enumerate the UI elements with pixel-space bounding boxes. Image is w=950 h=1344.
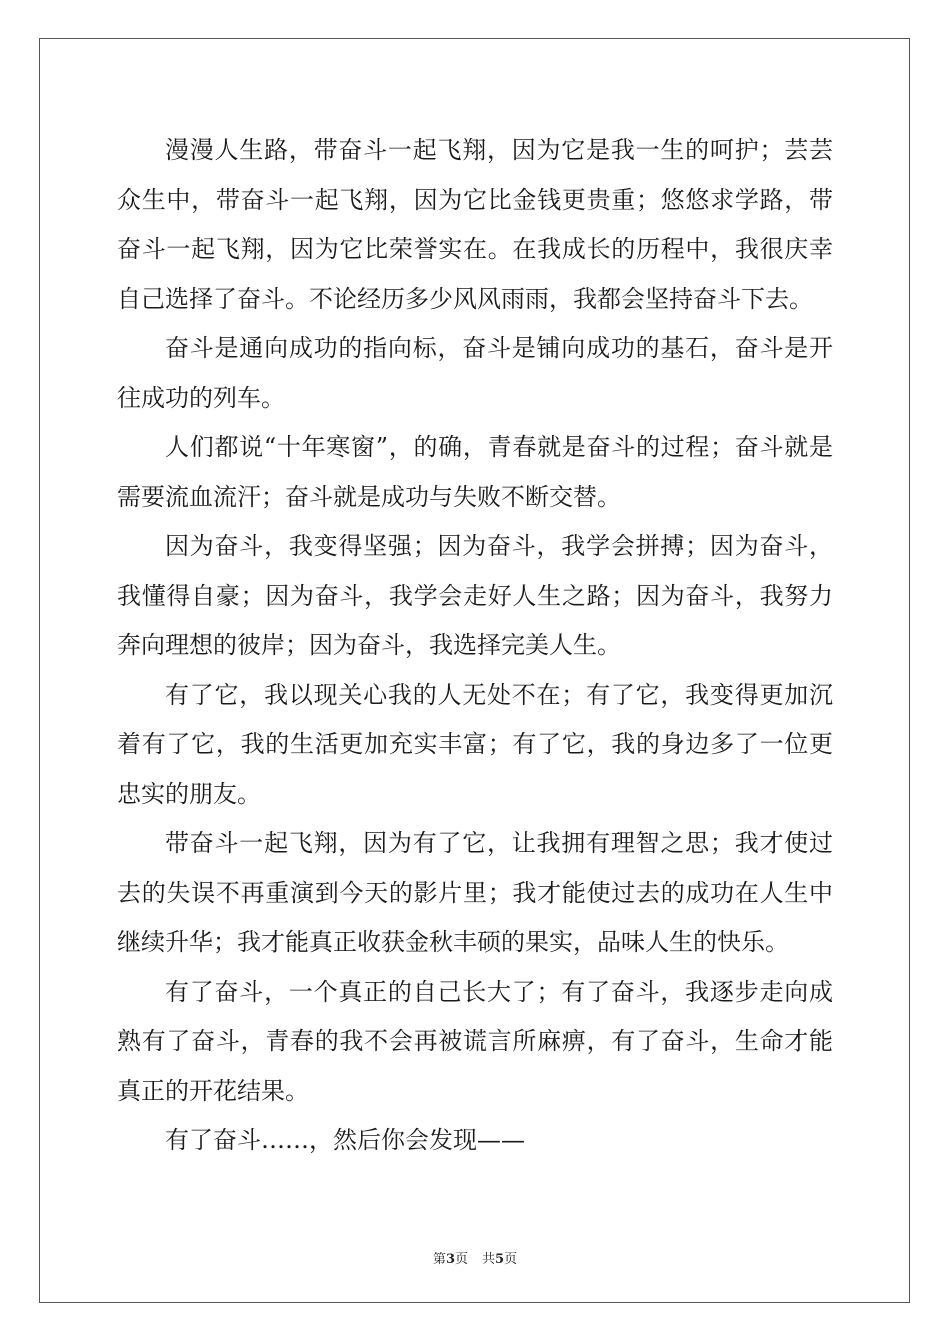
total-prefix: 共 [482,1252,496,1267]
document-body [117,126,833,1166]
current-page-number: 3 [445,1252,455,1267]
paragraph: 人们都说“十年寒窗”，的确，青春就是奋斗的过程；奋斗就是需要流血流汗；奋斗就是成功与失败不断交替。 [117,433,833,511]
page-prefix: 第 [432,1252,446,1267]
paragraph: 奋斗是通向成功的指向标，奋斗是铺向成功的基石，奋斗是开往成功的列车。 [117,334,833,412]
total-suffix: 页 [504,1252,518,1267]
paragraph: 有了奋斗，一个真正的自己长大了；有了奋斗，我逐步走向成熟有了奋斗，青春的我不会再被谎言所麻痹，有了奋斗，生命才能真正的开花结果。 [117,977,833,1105]
paragraph: 漫漫人生路，带奋斗一起飞翔，因为它是我一生的呵护；芸芸众生中，带奋斗一起飞翔，因为它比金钱更贵重；悠悠求学路，带奋斗一起飞翔，因为它比荣誉实在。在我成长的历程中，我很庆幸自己选择了奋斗。不论经历多少风风雨雨，我都会坚持奋斗下去。 [117,136,833,313]
page-footer [0,1248,950,1267]
paragraph: 带奋斗一起飞翔，因为有了它，让我拥有理智之思；我才使过去的失误不再重演到今天的影片里；我才能使过去的成功在人生中继续升华；我才能真正收获金秋丰硕的果实，品味人生的快乐。 [117,829,833,956]
page-suffix: 页 [454,1252,468,1267]
paragraph: 有了它，我以现关心我的人无处不在；有了它，我变得更加沉着有了它，我的生活更加充实丰富；有了它，我的身边多了一位更忠实的朋友。 [117,680,833,808]
paragraph: 有了奋斗……，然后你会发现—— [165,1126,525,1154]
total-page-number: 5 [495,1252,505,1267]
paragraph: 因为奋斗，我变得坚强；因为奋斗，我学会拼搏；因为奋斗，我懂得自豪；因为奋斗，我学会走好人生之路；因为奋斗，我努力奔向理想的彼岸；因为奋斗，我选择完美人生。 [117,532,833,659]
